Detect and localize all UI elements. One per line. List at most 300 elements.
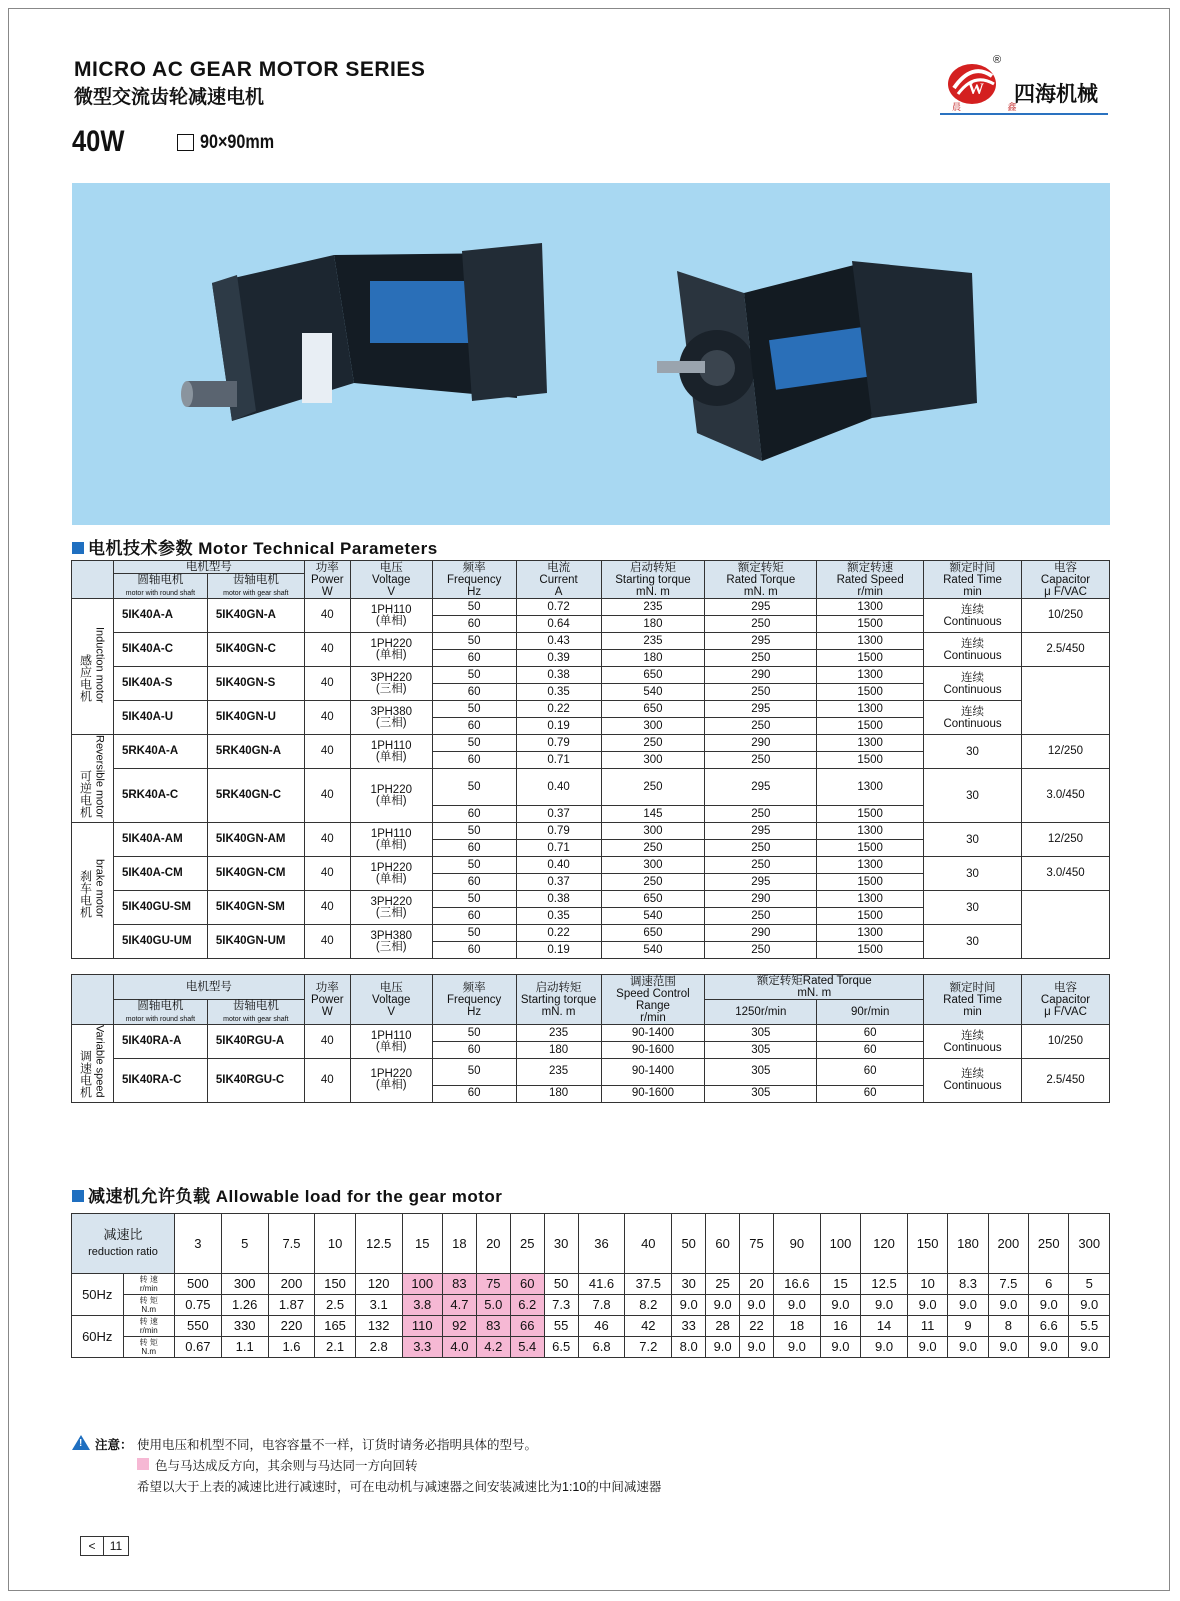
row-label-unit: N.m [141,1347,157,1356]
model-round: 5IK40A-AM [113,823,207,857]
value-cell: 60 [432,908,516,925]
value-cell: 50 [432,701,516,718]
group-label-reversible [72,735,114,823]
voltage-cell [350,769,432,823]
model-gear: 5IK40GN-C [207,633,304,667]
value-cell: 0.38 [516,891,601,908]
dimension: 90×90mm [200,132,275,153]
value-cell: 60 [432,616,516,633]
brand-name: 四海机械 [1014,82,1098,106]
rated-time-en: Continuous [943,615,1002,628]
header-unit: W [321,1005,333,1018]
load-value-cell: 22 [740,1316,774,1337]
group-label-en: Variable speed [93,1025,106,1098]
value-cell: 290 [705,667,817,684]
load-value-cell: 9.0 [740,1295,774,1316]
variable-speed-table [71,974,1110,1103]
power-cell: 40 [304,925,350,959]
value-cell: 180 [601,650,705,667]
model-gear: 5IK40GN-A [207,599,304,633]
value-cell: 1500 [817,908,924,925]
value-cell: 0.39 [516,650,601,667]
value-cell: 1300 [817,891,924,908]
value-cell: 305 [705,1025,817,1042]
header-label: 电容 [1054,981,1077,994]
value-cell: 60 [432,1085,516,1102]
value-cell: 50 [432,891,516,908]
power-cell: 40 [304,701,350,735]
load-value-cell: 1.87 [268,1295,315,1316]
note-line-3: 希望以大于上表的减速比进行减速时，可在电动机与减速器之间安装减速比为1:10的中间减速器 [137,1480,662,1494]
load-value-cell: 300 [221,1274,268,1295]
phase: (三相) [375,906,407,919]
load-value-cell: 7.5 [988,1274,1028,1295]
value-cell: 290 [705,925,817,942]
header-unit: W [321,585,333,598]
power-rating: 40W [72,125,125,158]
ratio-cell: 18 [442,1214,476,1274]
power-cell: 40 [304,667,350,701]
header-label: 电压 [379,561,403,574]
header-label: 齿轴电机 [232,574,279,586]
header-label: 额定转速 [847,561,894,574]
header-power [304,561,350,599]
value-cell: 50 [432,857,516,874]
header-cap [1022,975,1110,1025]
value-cell: 0.35 [516,684,601,701]
logo-chars: 晨 鑫 [952,102,1039,112]
ratio-cell: 12.5 [355,1214,402,1274]
value-cell: 1500 [817,616,924,633]
header-label: 电流 [547,561,571,574]
load-value-cell: 9.0 [907,1337,947,1358]
section1-title-text: 电机技术参数 Motor Technical Parameters [88,539,438,558]
ratio-cell: 200 [988,1214,1028,1274]
voltage: 1PH220 [370,1068,412,1081]
value-cell: 250 [705,942,817,959]
value-cell: 650 [601,701,705,718]
model-gear: 5IK40GN-UM [207,925,304,959]
value-cell: 0.37 [516,874,601,891]
model-round: 5RK40A-A [113,735,207,769]
model-round: 5IK40A-CM [113,857,207,891]
load-value-cell: 5.0 [476,1295,510,1316]
rated-time-en: Continuous [943,1080,1002,1093]
round-shaft-motor-image [657,261,977,461]
rated-time-cell [924,1059,1022,1103]
capacitor-cell: 3.0/450 [1022,769,1110,823]
rated-time-en: Continuous [943,1041,1002,1054]
value-cell: 295 [705,633,817,650]
value-cell: 650 [601,667,705,684]
svg-text:W: W [968,81,984,98]
value-cell: 0.38 [516,667,601,684]
phase: (单相) [375,614,407,627]
load-value-cell: 0.67 [175,1337,222,1358]
voltage: 1PH110 [370,1029,412,1042]
load-value-cell: 1.6 [268,1337,315,1358]
note-line-1: 使用电压和机型不同，电容容量不一样，订货时请务必指明具体的型号。 [137,1438,538,1452]
ratio-cell: 10 [315,1214,355,1274]
model-gear: 5RK40GN-C [207,769,304,823]
value-cell: 540 [601,684,705,701]
capacitor-cell: 12/250 [1022,823,1110,857]
load-value-cell: 9.0 [706,1295,740,1316]
value-cell: 0.71 [516,840,601,857]
row-label-name: 转 矩 [139,1296,158,1305]
rated-time: 30 [966,935,979,948]
value-cell: 250 [705,840,817,857]
power-cell: 40 [304,735,350,769]
voltage-cell [350,823,432,857]
voltage-cell [350,925,432,959]
power-cell: 40 [304,1059,350,1103]
header-rs [817,561,924,599]
load-value-cell: 8 [988,1316,1028,1337]
value-cell: 50 [432,823,516,840]
header-label: 电压 [379,981,403,994]
header-label-en: Frequency [446,573,502,586]
voltage-cell [350,599,432,633]
load-value-cell: 550 [175,1316,222,1337]
row-label-unit: r/min [139,1284,158,1293]
load-value-cell: 4.2 [476,1337,510,1358]
group-label-en: brake motor [93,859,106,918]
value-cell: 0.71 [516,752,601,769]
load-value-cell: 15 [820,1274,860,1295]
load-value-cell: 7.8 [578,1295,625,1316]
load-value-cell: 150 [315,1274,355,1295]
rated-time-cell [924,857,1022,891]
load-value-cell: 8.3 [948,1274,988,1295]
rated-time-cell [924,735,1022,769]
rated-time-cell [924,633,1022,667]
ratio-cell: 40 [625,1214,672,1274]
header-label-en: motor with round shaft [125,590,196,597]
value-cell: 50 [432,599,516,616]
ratio-label: 减速比 [103,1227,143,1242]
power-cell: 40 [304,633,350,667]
load-value-cell: 83 [476,1316,510,1337]
value-cell: 0.40 [516,857,601,874]
header-volt [350,561,432,599]
value-cell: 0.22 [516,925,601,942]
load-value-cell: 9.0 [988,1337,1028,1358]
motor-parameters-table [71,560,1110,959]
rated-time-cell [924,1025,1022,1059]
ratio-cell: 100 [820,1214,860,1274]
model-gear: 5IK40GN-U [207,701,304,735]
header-gear [207,574,304,599]
value-cell: 60 [817,1059,924,1086]
header-unit: Hz [467,1005,482,1018]
value-cell: 235 [601,633,705,650]
rated-time-cell [924,599,1022,633]
load-value-cell: 200 [268,1274,315,1295]
header-unit: mN. m [743,585,778,598]
header-label: 启动转矩 [629,561,676,574]
load-value-cell: 11 [907,1316,947,1337]
value-cell: 305 [705,1085,817,1102]
header-label-en: Capacitor [1040,573,1091,586]
value-cell: 1500 [817,752,924,769]
model-gear: 5IK40GN-S [207,667,304,701]
load-value-cell: 1.26 [221,1295,268,1316]
header-label: 频率 [462,561,486,574]
header-label-en: Power [310,573,344,586]
group-label: 感应电机 [78,654,93,703]
load-value-cell: 330 [221,1316,268,1337]
value-cell: 250 [705,616,817,633]
ratio-cell: 3 [175,1214,222,1274]
value-cell: 60 [432,718,516,735]
ratio-cell: 20 [476,1214,510,1274]
voltage: 1PH220 [370,783,412,796]
frequency-label: 50Hz [72,1274,124,1316]
load-value-cell: 18 [773,1316,820,1337]
header-label-en: Rated Time [943,573,1002,586]
model-round: 5IK40A-C [113,633,207,667]
header-unit: μ F/VAC [1044,1005,1087,1018]
header-speed-1: 1250r/min [705,1000,817,1025]
header-label-en: Current [539,573,578,586]
motor-illustration [72,183,1110,525]
value-cell: 300 [601,857,705,874]
voltage: 1PH110 [370,827,412,840]
load-value-cell: 3.1 [355,1295,402,1316]
rated-time: 30 [966,867,979,880]
load-value-cell: 66 [510,1316,544,1337]
header-speed-2: 90r/min [817,1000,924,1025]
header-label-en: Rated Time [943,993,1002,1006]
header-unit: mN. m [797,987,832,999]
value-cell: 50 [432,1059,516,1086]
load-value-cell: 83 [442,1274,476,1295]
rated-time: 30 [966,833,979,846]
header-st [516,975,601,1025]
header-ratio [72,1214,175,1274]
value-cell: 295 [705,599,817,616]
value-cell: 0.37 [516,806,601,823]
ratio-cell: 75 [740,1214,774,1274]
section-square-icon [72,1190,84,1202]
ratio-cell: 36 [578,1214,625,1274]
load-value-cell: 6.8 [578,1337,625,1358]
load-value-cell: 500 [175,1274,222,1295]
load-value-cell: 100 [402,1274,442,1295]
title-en: MICRO AC GEAR MOTOR SERIES [74,58,426,81]
value-cell: 1500 [817,684,924,701]
phase: (单相) [375,750,407,763]
load-value-cell: 20 [740,1274,774,1295]
load-value-cell: 6.2 [510,1295,544,1316]
group-label-en: Induction motor [93,626,106,703]
voltage-cell [350,1025,432,1059]
load-value-cell: 16.6 [773,1274,820,1295]
header-label-en: Rated Torque [726,573,796,586]
header-unit: V [387,1005,396,1018]
value-cell: 1300 [817,633,924,650]
header-volt [350,975,432,1025]
value-cell: 300 [601,752,705,769]
value-cell: 50 [432,633,516,650]
note-line-2: 色与马达成反方向，其余则与马达同一方向回转 [155,1459,418,1473]
model-round: 5IK40A-A [113,599,207,633]
group-label-variable [72,1025,114,1103]
ratio-cell: 90 [773,1214,820,1274]
rated-time-cell [924,823,1022,857]
row-label [123,1337,175,1358]
ratio-cell: 15 [402,1214,442,1274]
capacitor-cell [1022,667,1110,735]
row-label-name: 转 矩 [139,1338,158,1347]
load-value-cell: 12.5 [861,1274,908,1295]
load-value-cell: 0.75 [175,1295,222,1316]
value-cell: 290 [705,735,817,752]
header-label: 功率 [315,981,339,994]
value-cell: 60 [432,840,516,857]
load-value-cell: 9.0 [988,1295,1028,1316]
value-cell: 0.72 [516,599,601,616]
rated-time: 30 [966,745,979,758]
phase: (单相) [375,872,407,885]
ratio-cell: 250 [1029,1214,1069,1274]
header-unit: V [387,585,396,598]
load-value-cell: 9.0 [1069,1337,1110,1358]
header-time [924,561,1022,599]
load-value-cell: 9.0 [948,1295,988,1316]
value-cell: 90-1600 [601,1042,705,1059]
rated-time-en: Continuous [943,717,1002,730]
value-cell: 50 [432,769,516,806]
load-value-cell: 5.4 [510,1337,544,1358]
header-unit: r/min [640,1011,666,1024]
voltage: 1PH220 [370,637,412,650]
load-value-cell: 9.0 [948,1337,988,1358]
value-cell: 0.22 [516,701,601,718]
row-label-unit: r/min [139,1326,158,1335]
load-value-cell: 2.5 [315,1295,355,1316]
value-cell: 1500 [817,874,924,891]
load-value-cell: 4.0 [442,1337,476,1358]
gear-motor-image [181,243,547,421]
load-value-cell: 9.0 [740,1337,774,1358]
capacitor-cell: 2.5/450 [1022,633,1110,667]
voltage: 1PH110 [370,603,412,616]
value-cell: 0.35 [516,908,601,925]
model-round: 5IK40A-U [113,701,207,735]
load-value-cell: 14 [861,1316,908,1337]
allowable-load-table [71,1213,1110,1358]
header-unit: min [963,585,982,598]
load-value-cell: 120 [355,1274,402,1295]
value-cell: 60 [817,1085,924,1102]
value-cell: 250 [705,752,817,769]
value-cell: 250 [601,874,705,891]
power-cell: 40 [304,769,350,823]
value-cell: 0.64 [516,616,601,633]
header-st [601,561,705,599]
ratio-cell: 5 [221,1214,268,1274]
value-cell: 1300 [817,823,924,840]
load-value-cell: 30 [672,1274,706,1295]
voltage: 1PH110 [370,739,412,752]
header-cap [1022,561,1110,599]
value-cell: 250 [705,718,817,735]
value-cell: 60 [432,1042,516,1059]
header-blank [72,561,114,599]
model-gear: 5IK40RGU-C [207,1059,304,1103]
header-label: 额定转矩 [737,561,784,574]
load-value-cell: 6.6 [1029,1316,1069,1337]
rated-time: 30 [966,901,979,914]
load-value-cell: 9.0 [1029,1295,1069,1316]
group-label: 刹车电机 [78,869,93,918]
voltage-cell [350,891,432,925]
header-label: 额定时间 [949,561,996,574]
load-value-cell: 9.0 [907,1295,947,1316]
load-value-cell: 55 [544,1316,578,1337]
load-value-cell: 41.6 [578,1274,625,1295]
value-cell: 60 [432,650,516,667]
header-label-en: motor with gear shaft [223,1016,289,1023]
header-label: 启动转矩 [535,981,582,994]
capacitor-cell: 12/250 [1022,735,1110,769]
rated-time-cell [924,891,1022,925]
model-gear: 5RK40GN-A [207,735,304,769]
value-cell: 295 [705,874,817,891]
voltage: 3PH220 [370,895,412,908]
load-value-cell: 8.0 [672,1337,706,1358]
rated-time: 连续 [961,671,985,684]
value-cell: 60 [817,1042,924,1059]
ratio-cell: 120 [861,1214,908,1274]
voltage-cell [350,667,432,701]
value-cell: 0.43 [516,633,601,650]
rated-time-cell [924,667,1022,701]
rated-time-cell [924,925,1022,959]
section-motor-params-title [72,534,438,559]
capacitor-cell: 3.0/450 [1022,857,1110,891]
phase: (单相) [375,794,407,807]
pager [80,1536,129,1556]
value-cell: 250 [705,908,817,925]
value-cell: 50 [432,925,516,942]
header-time [924,975,1022,1025]
model-round: 5IK40GU-UM [113,925,207,959]
header-unit: min [963,1005,982,1018]
header-freq [432,975,516,1025]
load-value-cell: 25 [706,1274,740,1295]
value-cell: 250 [705,684,817,701]
header-label: 电容 [1054,561,1077,574]
value-cell: 1300 [817,599,924,616]
section-allowable-load-title [72,1182,502,1207]
rated-time: 连续 [961,1029,985,1042]
prev-page-button[interactable]: < [80,1536,104,1556]
value-cell: 250 [705,806,817,823]
load-value-cell: 28 [706,1316,740,1337]
load-value-cell: 9.0 [1069,1295,1110,1316]
voltage-cell [350,633,432,667]
value-cell: 0.79 [516,823,601,840]
model-round: 5IK40GU-SM [113,891,207,925]
value-cell: 90-1400 [601,1059,705,1086]
header-model: 电机型号 [113,561,304,574]
phase: (三相) [375,716,407,729]
model-round: 5IK40A-S [113,667,207,701]
header-label-en: Starting torque [520,993,597,1006]
